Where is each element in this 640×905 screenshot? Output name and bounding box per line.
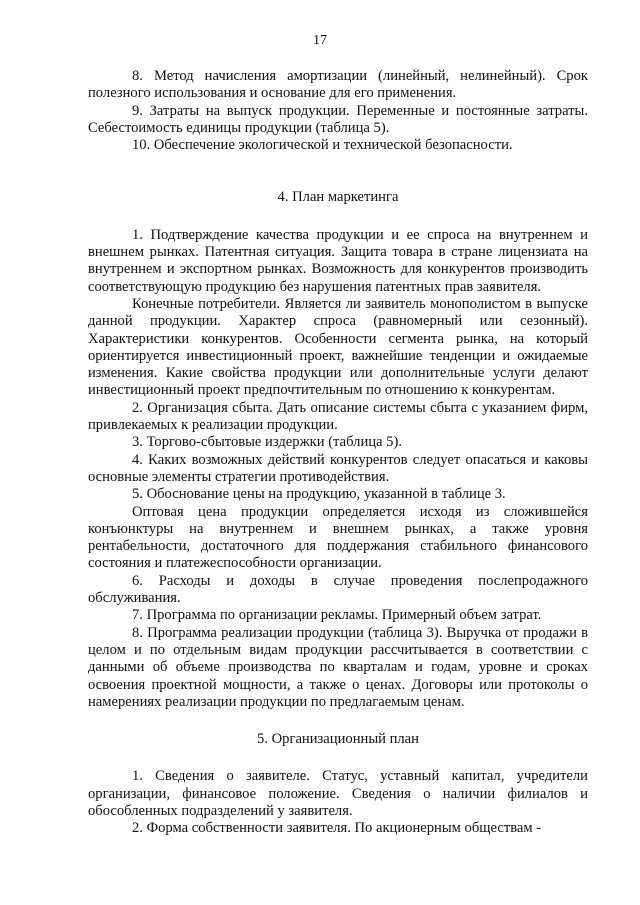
section-heading-marketing: 4. План маркетинга	[277, 189, 399, 206]
paragraph-trade-costs: 3. Торгово-сбытовые издержки (таблица 5).	[132, 434, 402, 451]
paragraph-production-costs: 9. Затраты на выпуск продукции. Переменные и постоянные затраты. Себестоимость единицы продукции (таблица 5).	[88, 102, 588, 136]
paragraph-sales-organization: 2. Организация сбыта. Дать описание системы сбыта с указанием фирм, привлекаемых к реализации продукции.	[88, 399, 588, 434]
paragraph-ownership-form: 2. Форма собственности заявителя. По акционерным обществам -	[132, 820, 542, 837]
paragraph-quality-demand: 1. Подтверждение качества продукции и ее спроса на внутреннем и внешнем рынках. Патентная ситуация. Защита товара в стране лицензиата на внутреннем и экспортном рынках. Возможность для конкурентов производить соответствующую продукцию без нарушения патентных прав заявителя.	[88, 226, 588, 295]
paragraph-method-depreciation: 8. Метод начисления амортизации (линейный, нелинейный). Срок полезного использования и основание для его применения.	[88, 68, 588, 102]
section-heading-organizational: 5. Организационный план	[257, 731, 419, 748]
paragraph-competitor-actions: 4. Каких возможных действий конкурентов следует опасаться и каковы основные элементы стратегии противодействия.	[88, 451, 588, 485]
paragraph-price-justification: 5. Обоснование цены на продукцию, указанной в таблице 3.	[132, 486, 506, 503]
document-body	[88, 68, 588, 838]
paragraph-end-consumers: Конечные потребители. Является ли заявитель монополистом в выпуске данной продукции. Характер спроса (равномерный или сезонный). Характеристики конкурентов. Особенности сегмента рынка, на который ориентируется инвестиционный проект, важнейшие тенденции и ожидаемые изменения. Какие свойства продукции или дополнительные услуги делают инвестиционный проект предпочтительным по отношению к конкурентам.	[88, 295, 588, 399]
page-number: 17	[313, 33, 327, 48]
paragraph-sales-program: 8. Программа реализации продукции (таблица 3). Выручка от продажи в целом и по отдельным видам продукции рассчитывается в соответствии с данными об объеме производства по кварталам и годам, уровне и сроках освоения проектной мощности, а также о ценах. Договоры или протоколы о намерениях реализации продукции по предлагаемым ценам.	[88, 624, 588, 710]
paragraph-wholesale-price: Оптовая цена продукции определяется исходя из сложившейся конъюнктуры на внутреннем и внешнем рынках, а также уровня рентабельности, достаточного для поддержания стабильного финансового состояния и платежеспособности организации.	[88, 503, 588, 572]
paragraph-safety: 10. Обеспечение экологической и технической безопасности.	[132, 137, 513, 154]
paragraph-applicant-info: 1. Сведения о заявителе. Статус, уставный капитал, учредители организации, финансовое положение. Сведения о наличии филиалов и обособленных подразделений у заявителя.	[88, 768, 588, 819]
paragraph-advertising: 7. Программа по организации рекламы. Примерный объем затрат.	[132, 607, 542, 624]
paragraph-after-sales: 6. Расходы и доходы в случае проведения послепродажного обслуживания.	[88, 572, 588, 607]
